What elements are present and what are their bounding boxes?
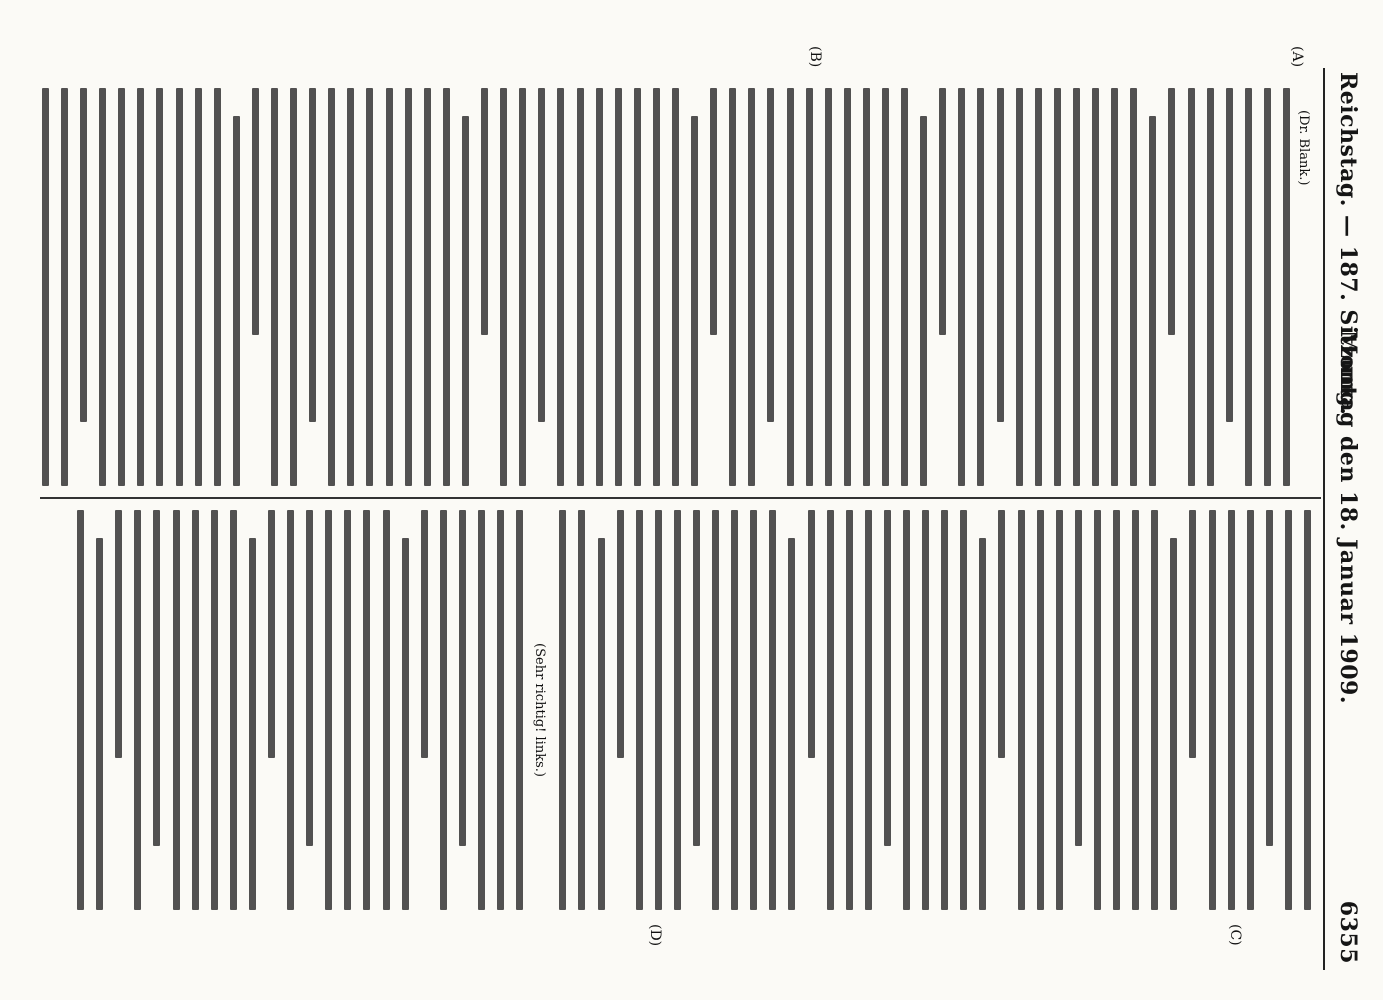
text-line <box>115 510 122 758</box>
text-line <box>617 510 624 758</box>
text-line <box>806 88 813 486</box>
text-line <box>1304 510 1311 910</box>
text-line <box>615 88 622 486</box>
column-divider <box>40 497 1321 499</box>
text-line <box>710 88 717 335</box>
text-line <box>153 510 160 846</box>
text-line <box>344 510 351 910</box>
text-line <box>769 510 776 910</box>
page-header-date: Montag den 18. Januar 1909. <box>1335 330 1361 704</box>
text-line <box>865 510 872 910</box>
text-line <box>421 510 428 758</box>
text-line <box>268 510 275 758</box>
text-line <box>462 116 469 486</box>
text-line <box>978 88 985 486</box>
text-line <box>693 510 700 846</box>
text-line <box>750 510 757 910</box>
text-line <box>1188 88 1195 486</box>
text-line <box>500 88 507 486</box>
text-line <box>1075 510 1082 846</box>
text-line <box>920 116 927 486</box>
text-line <box>884 510 891 846</box>
text-line <box>347 88 354 486</box>
text-line <box>939 88 946 335</box>
text-line <box>712 510 719 910</box>
text-line <box>748 88 755 486</box>
text-line <box>325 510 332 910</box>
text-line <box>192 510 199 910</box>
text-line <box>481 88 488 335</box>
text-line <box>674 510 681 910</box>
text-line <box>252 88 259 335</box>
text-line <box>922 510 929 910</box>
text-line <box>1054 88 1061 486</box>
text-line <box>997 88 1004 422</box>
text-line <box>478 510 485 910</box>
text-line <box>825 88 832 486</box>
text-line <box>1092 88 1099 486</box>
text-line <box>383 510 390 910</box>
header-rule <box>1323 68 1325 970</box>
text-line <box>42 88 49 486</box>
text-line <box>306 510 313 846</box>
text-line <box>1207 88 1214 486</box>
text-line <box>863 88 870 486</box>
text-line <box>424 88 431 486</box>
text-line <box>1226 88 1233 422</box>
text-line <box>1111 88 1118 486</box>
text-line <box>958 88 965 486</box>
text-line <box>1073 88 1080 486</box>
text-line <box>443 88 450 486</box>
text-line <box>1149 116 1156 486</box>
text-line <box>233 116 240 486</box>
text-line <box>634 88 641 486</box>
text-line <box>1094 510 1101 910</box>
text-line <box>767 88 774 422</box>
text-line <box>1113 510 1120 910</box>
text-line <box>672 88 679 486</box>
text-column-left <box>40 88 1311 486</box>
text-line <box>137 88 144 486</box>
text-line <box>156 88 163 486</box>
text-line <box>96 538 103 910</box>
text-line <box>249 538 256 910</box>
text-line <box>1016 88 1023 486</box>
text-line <box>1285 510 1292 910</box>
text-line <box>173 510 180 910</box>
text-line <box>1283 88 1290 486</box>
text-line <box>1245 88 1252 486</box>
margin-marker-a: (A) <box>1289 46 1305 68</box>
text-line <box>309 88 316 422</box>
text-line <box>459 510 466 846</box>
text-line <box>290 88 297 486</box>
text-line <box>653 88 660 486</box>
text-line <box>559 510 566 910</box>
text-line <box>402 538 409 910</box>
text-line <box>538 88 545 422</box>
text-line <box>941 510 948 910</box>
text-line <box>903 510 910 910</box>
text-line <box>1228 510 1235 910</box>
text-line <box>367 88 374 486</box>
text-line <box>328 88 335 486</box>
text-line <box>598 538 605 910</box>
text-line <box>882 88 889 486</box>
text-column-right <box>40 510 1311 910</box>
page-header-left: Reichstag. — 187. Sitzung. <box>1335 72 1361 416</box>
text-line <box>844 88 851 486</box>
margin-marker-d: (D) <box>647 924 663 947</box>
text-line <box>999 510 1006 758</box>
text-line <box>1056 510 1063 910</box>
text-line <box>1018 510 1025 910</box>
text-line <box>230 510 237 910</box>
speaker-label: (Dr. Blank.) <box>1296 110 1311 186</box>
text-line <box>729 88 736 486</box>
text-line <box>1266 510 1273 846</box>
text-line <box>596 88 603 486</box>
text-line <box>386 88 393 486</box>
text-line <box>827 510 834 910</box>
text-line <box>655 510 662 910</box>
text-line <box>1170 538 1177 910</box>
text-line <box>1209 510 1216 910</box>
text-line <box>1151 510 1158 910</box>
text-line <box>731 510 738 910</box>
text-line <box>405 88 412 486</box>
interjection: (Sehr richtig! links.) <box>532 643 548 777</box>
text-line <box>1130 88 1137 486</box>
text-line <box>519 88 526 486</box>
text-line <box>364 510 371 910</box>
text-line <box>61 88 68 486</box>
text-line <box>516 510 523 910</box>
margin-marker-c: (C) <box>1227 924 1243 946</box>
text-line <box>691 116 698 486</box>
text-line <box>440 510 447 910</box>
text-line <box>808 510 815 758</box>
text-line <box>557 88 564 486</box>
text-line <box>1264 88 1271 486</box>
text-line <box>787 88 794 486</box>
text-line <box>1035 88 1042 486</box>
text-line <box>1132 510 1139 910</box>
text-line <box>979 538 986 910</box>
text-line <box>195 88 202 486</box>
text-line <box>1247 510 1254 910</box>
text-line <box>1037 510 1044 910</box>
text-line <box>497 510 504 910</box>
margin-marker-b: (B) <box>807 46 823 68</box>
text-line <box>271 88 278 486</box>
text-line <box>960 510 967 910</box>
text-line <box>636 510 643 910</box>
text-line <box>211 510 218 910</box>
text-line <box>176 88 183 486</box>
page-number: 6355 <box>1335 900 1361 964</box>
text-line <box>846 510 853 910</box>
text-line <box>577 88 584 486</box>
text-line <box>578 510 585 910</box>
text-line <box>118 88 125 486</box>
text-line <box>1168 88 1175 335</box>
text-line <box>901 88 908 486</box>
text-line <box>99 88 106 486</box>
text-line <box>77 510 84 910</box>
text-line <box>1189 510 1196 758</box>
text-line <box>214 88 221 486</box>
text-line <box>134 510 141 910</box>
text-line <box>80 88 87 422</box>
text-line <box>788 538 795 910</box>
text-line <box>287 510 294 910</box>
